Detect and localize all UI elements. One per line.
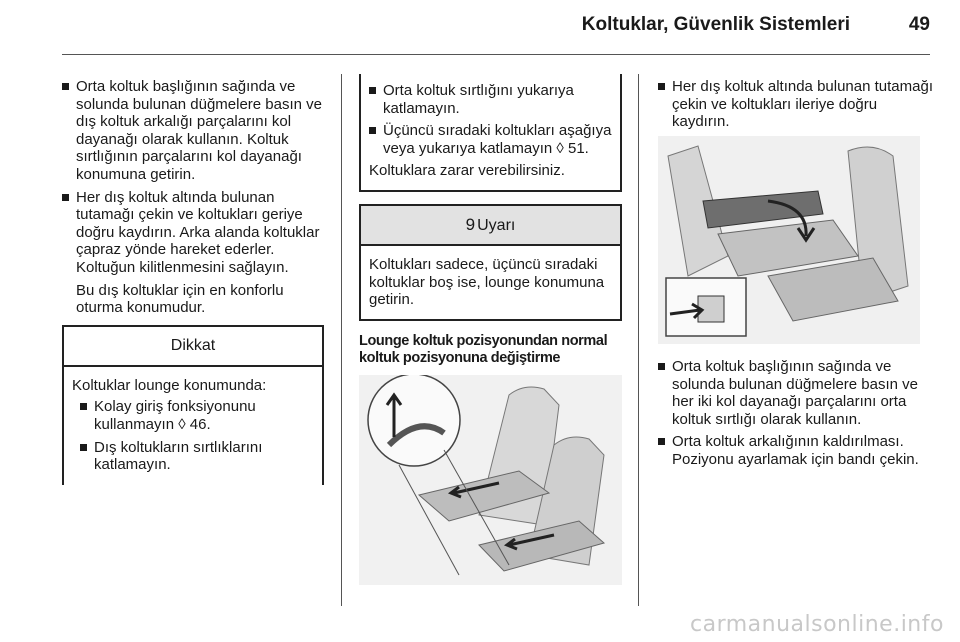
paragraph: Bu dış koltuklar için en konforlu oturma konumudur. xyxy=(76,281,284,317)
bullet-list xyxy=(658,358,934,469)
column-3 xyxy=(658,78,934,136)
bullet-list xyxy=(369,82,612,157)
column-3-lower xyxy=(658,358,934,474)
bullet-list xyxy=(658,78,934,131)
seat-slide-illustration xyxy=(658,136,920,344)
caution-body xyxy=(64,367,322,489)
lounge-seat-drawing xyxy=(359,375,622,585)
seat-slide-drawing xyxy=(658,136,920,344)
warning-icon: 9 xyxy=(465,214,476,234)
caution-list xyxy=(80,398,314,473)
list-item: Orta koltuk arkalığının kaldırılması. Poziyonu ayarlamak için bandı çekin. xyxy=(658,433,934,468)
list-item: Dış koltukların sırtlıklarını katlamayın. xyxy=(80,439,314,474)
caution-intro: Koltuklar lounge konumunda: xyxy=(72,376,267,394)
warning-body: Koltukları sadece, üçüncü sıradaki koltuklar boş ise, lounge konumuna getirin. xyxy=(369,255,605,309)
warning-title: Uyarı xyxy=(477,216,516,234)
page-number: 49 xyxy=(908,14,930,35)
caution-box xyxy=(62,325,324,485)
column-2 xyxy=(359,74,623,367)
running-header: Koltuklar, Güvenlik Sistemleri xyxy=(581,14,850,35)
watermark: carmanualsonline.info xyxy=(690,612,944,637)
column-1 xyxy=(62,78,330,485)
notice-box-continued xyxy=(359,74,622,192)
bullet-list xyxy=(62,78,330,277)
lounge-seat-illustration xyxy=(359,375,622,585)
box-note: Koltuklara zarar verebilirsiniz. xyxy=(369,162,565,180)
column-divider-2 xyxy=(638,74,639,606)
warning-box xyxy=(359,204,622,321)
warning-title-bar xyxy=(361,206,620,246)
column-divider-1 xyxy=(341,74,342,606)
header-divider xyxy=(62,54,930,55)
list-item: Orta koltuk sırtlığını yukarıya katlamayın. xyxy=(369,82,612,117)
list-item: Her dış koltuk altında bulunan tutamağı çekin ve koltukları geriye doğru kaydırın. Arka alanda koltuklar çapraz yönde hareket ederler. Koltuğun kilitlenmesini sağlayın. xyxy=(62,189,330,277)
list-item: Her dış koltuk altında bulunan tutamağı çekin ve koltukları ileriye doğru kaydırın. xyxy=(658,78,934,131)
list-item: Üçüncü sıradaki koltukları aşağıya veya yukarıya katlamayın ◊ 51. xyxy=(369,122,612,157)
section-heading: Lounge koltuk pozisyonundan normal koltuk pozisyonuna değiştirme xyxy=(359,332,608,366)
list-item: Kolay giriş fonksiyonunu kullanmayın ◊ 46. xyxy=(80,398,314,433)
caution-title: Dikkat xyxy=(64,327,322,367)
list-item: Orta koltuk başlığının sağında ve solunda bulunan düğmelere basın ve her iki kol dayanağı parçalarını orta koltuk sırtlığı olarak kullanın. xyxy=(658,358,934,428)
list-item: Orta koltuk başlığının sağında ve solunda bulunan düğmelere basın ve dış koltuk arkalığı parçalarını kol dayanağı olarak kullanın. Koltuk sırtlığının parçalarını kol dayanağı konumuna getirin. xyxy=(62,78,330,184)
